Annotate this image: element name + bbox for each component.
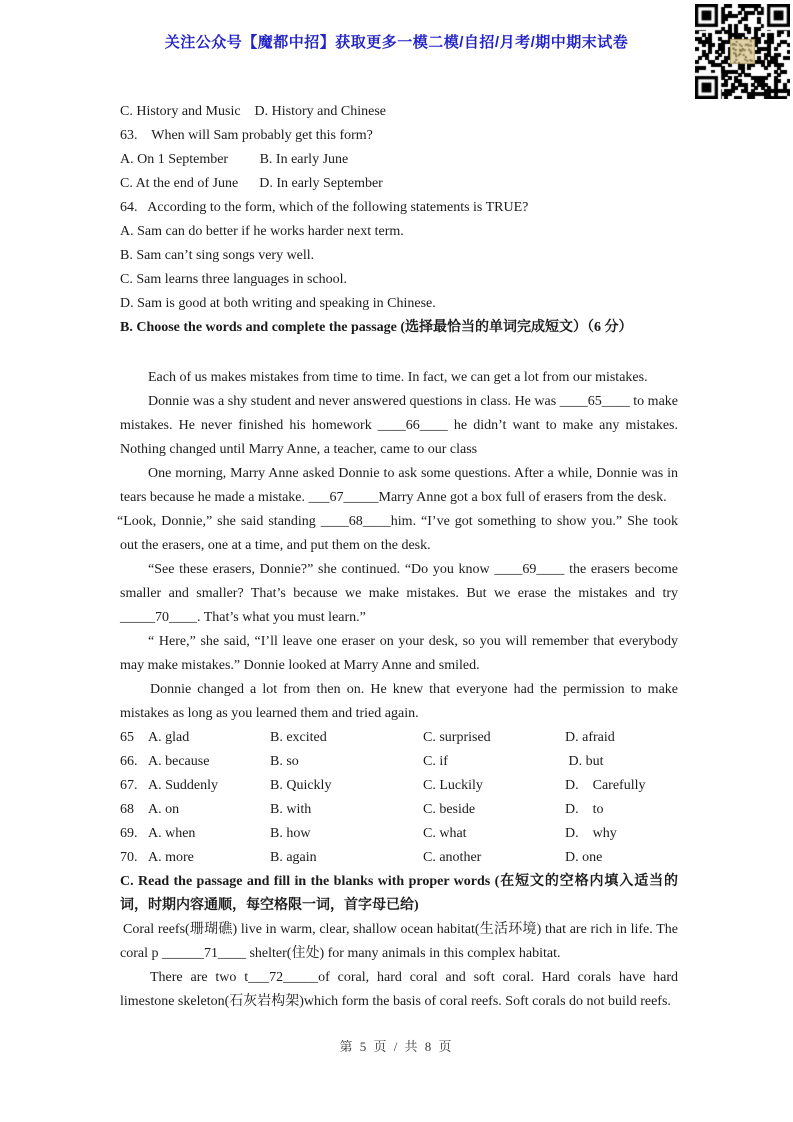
- cloze-option-b: B. with: [270, 802, 312, 817]
- passage-c-paragraph: There are two t___72_____of coral, hard coral and soft coral. Hard corals have hard limestone skeleton(石灰岩构架)which form the basis of coral reefs. Soft corals do not build reefs.: [120, 970, 678, 1009]
- cloze-option-a: A. because: [148, 754, 210, 769]
- cloze-option-d: D. afraid: [565, 730, 615, 745]
- cloze-number: 70.: [120, 850, 138, 865]
- question-63-options-cd: C. At the end of June D. In early September: [120, 176, 383, 191]
- passage-c-paragraph: Coral reefs(珊瑚礁) live in warm, clear, shallow ocean habitat(生活环境) that are rich in life. The coral p ______71____ shelter(住处) for many animals in this complex habitat.: [120, 922, 678, 961]
- question-64: 64. According to the form, which of the following statements is TRUE?: [120, 200, 529, 215]
- cloze-option-d: D. one: [565, 850, 603, 865]
- cloze-options-row-70: [120, 846, 678, 870]
- section-b-heading: B. Choose the words and complete the passage (选择最恰当的单词完成短文）（6 分）: [120, 320, 633, 335]
- cloze-option-b: B. Quickly: [270, 778, 332, 793]
- cloze-number: 65: [120, 730, 134, 745]
- cloze-option-b: B. excited: [270, 730, 327, 745]
- passage-b-paragraph: Each of us makes mistakes from time to time. In fact, we can get a lot from our mistakes.: [148, 370, 648, 385]
- section-c-heading: C. Read the passage and fill in the blanks with proper words (在短文的空格内填入适当的词，时期内容通顺，每空格限一词，首字母已给): [120, 874, 678, 913]
- passage-b-paragraph: Donnie changed a lot from then on. He knew that everyone had the permission to make mistakes as long as you learned them and tried again.: [120, 682, 678, 721]
- cloze-option-c: C. beside: [423, 802, 476, 817]
- question-64-option-b: B. Sam can’t sing songs very well.: [120, 248, 315, 263]
- cloze-option-b: B. how: [270, 826, 311, 841]
- cloze-number: 67.: [120, 778, 138, 793]
- cloze-option-d: D. why: [565, 826, 617, 841]
- question-64-option-c: C. Sam learns three languages in school.: [120, 272, 348, 287]
- cloze-option-c: C. if: [423, 754, 448, 769]
- cloze-option-d: D. Carefully: [565, 778, 646, 793]
- cloze-number: 68: [120, 802, 134, 817]
- page-number-indicator: 第 5 页 / 共 8 页: [339, 1039, 454, 1054]
- cloze-option-a: A. Suddenly: [148, 778, 218, 793]
- cloze-options-row-69: [120, 822, 678, 846]
- cloze-option-a: A. more: [148, 850, 194, 865]
- question-63: 63. When will Sam probably get this form?: [120, 128, 373, 143]
- cloze-option-d: D. but: [565, 754, 604, 769]
- qr-code-image: [695, 4, 790, 99]
- cloze-options-row-66: [120, 750, 678, 774]
- passage-b-paragraph: One morning, Marry Anne asked Donnie to ask some questions. After a while, Donnie was in tears because he made a mistake. ___67_____Marry Anne got a box full of erasers from the desk.: [120, 466, 678, 505]
- cloze-options-row-67: [120, 774, 678, 798]
- question-62-options-cd: C. History and Music D. History and Chinese: [120, 104, 386, 119]
- cloze-options-row-65: [120, 726, 678, 750]
- passage-b-paragraph: “ Here,” she said, “I’ll leave one eraser on your desk, so you will remember that everybody may make mistakes.” Donnie looked at Marry Anne and smiled.: [120, 634, 678, 673]
- cloze-options-row-68: [120, 798, 678, 822]
- cloze-option-c: C. another: [423, 850, 482, 865]
- question-64-option-a: A. Sam can do better if he works harder next term.: [120, 224, 404, 239]
- cloze-option-a: A. when: [148, 826, 196, 841]
- cloze-option-b: B. so: [270, 754, 299, 769]
- passage-b-paragraph: Donnie was a shy student and never answered questions in class. He was ____65____ to make mistakes. He never finished his homework ____66____ he didn’t want to make any mistakes. Nothing changed until Marry Anne, a teacher, came to our class: [120, 394, 678, 457]
- cloze-number: 69.: [120, 826, 138, 841]
- passage-b-paragraph: “See these erasers, Donnie?” she continued. “Do you know ____69____ the erasers become smaller and smaller? That’s because we make mistakes. But we erase the mistakes and try _____70____. That’s what you must learn.”: [120, 562, 678, 625]
- cloze-option-a: A. on: [148, 802, 180, 817]
- cloze-option-a: A. glad: [148, 730, 190, 745]
- exam-content: [117, 100, 678, 1014]
- cloze-option-c: C. Luckily: [423, 778, 483, 793]
- cloze-option-d: D. to: [565, 802, 604, 817]
- cloze-option-b: B. again: [270, 850, 317, 865]
- passage-b-paragraph: “Look, Donnie,” she said standing ____68____him. “I’ve got something to show you.” She took out the erasers, one at a time, and put them on the desk.: [117, 514, 678, 553]
- cloze-option-c: C. what: [423, 826, 467, 841]
- cloze-number: 66.: [120, 754, 138, 769]
- cloze-option-c: C. surprised: [423, 730, 491, 745]
- question-64-option-d: D. Sam is good at both writing and speaking in Chinese.: [120, 296, 436, 311]
- header-promo-link[interactable]: 关注公众号【魔都中招】获取更多一模二模/自招/月考/期中期末试卷: [164, 34, 629, 51]
- question-63-options-ab: A. On 1 September B. In early June: [120, 152, 349, 167]
